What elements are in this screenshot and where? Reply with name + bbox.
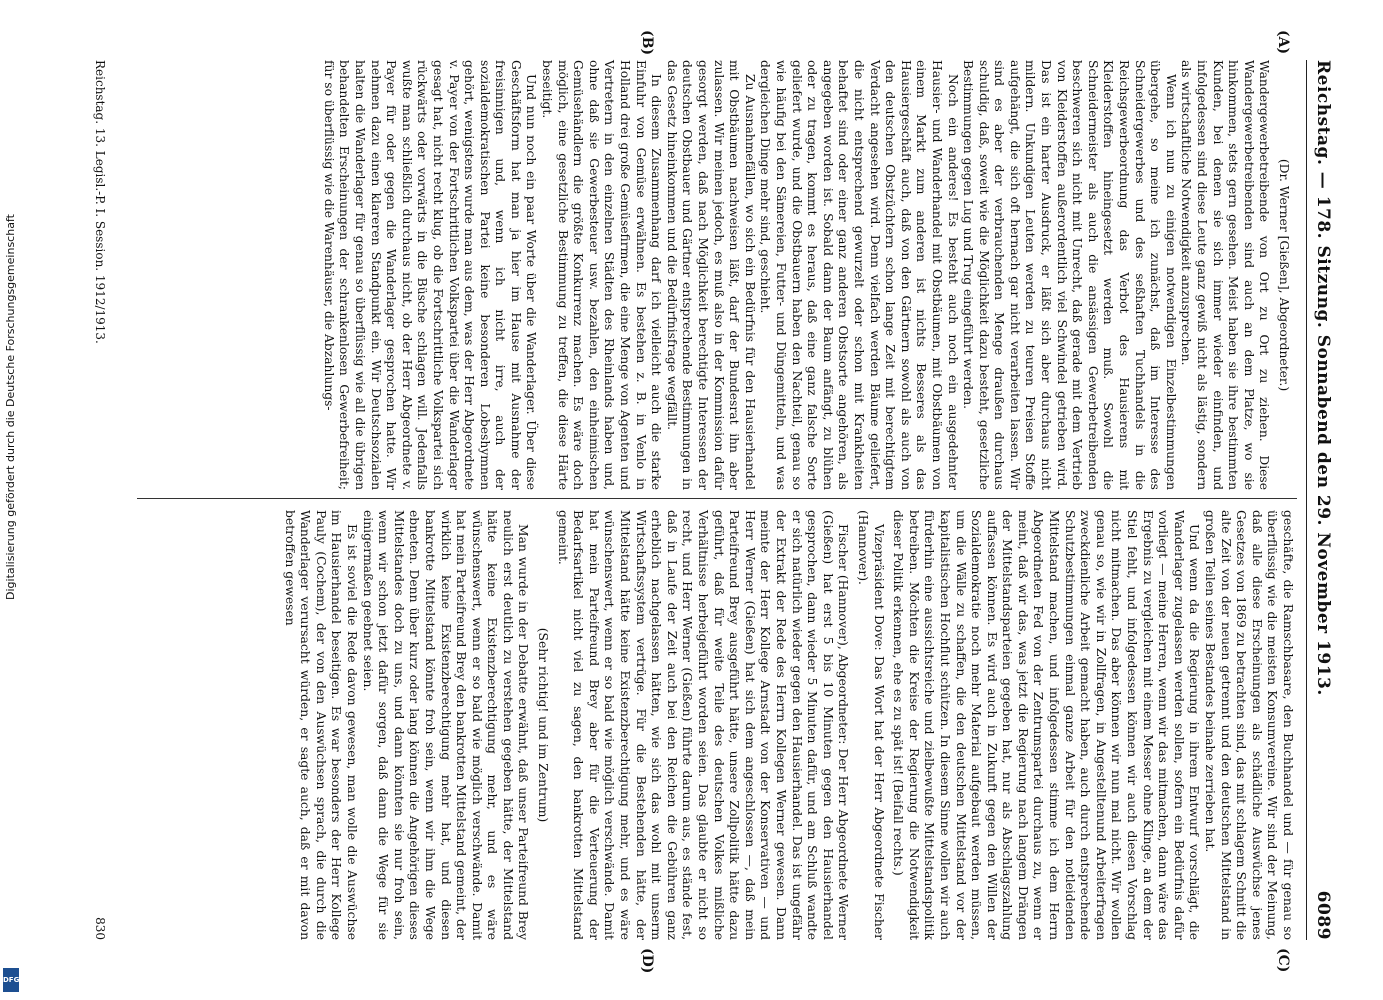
margin-marker-b: (B) xyxy=(639,30,655,56)
footer-session-info: Reichstag. 13. Legisl.-P. I. Session. 1912/1913. xyxy=(93,60,107,344)
margin-marker-d: (D) xyxy=(639,948,655,974)
speaker-continuation: (Dr. Werner [Gießen], Abgeordneter.) xyxy=(1277,158,1291,392)
digitization-credit-strip xyxy=(0,0,22,1000)
column-divider xyxy=(137,498,1297,499)
margin-marker-a: (A) xyxy=(1275,30,1291,55)
paragraph: Zu Ausnahmefällen, wo sich ein Bedürfnis für den Hausierhandel mit Obstbäumen nachweisen läßt, darf der Bundesrat ihn aber zulassen. Wir meinen jedoch, es muß also in der Kommission dafür gesorgt werden, daß nach Möglichkeit berechtigte Interessen der deutschen Obstbauer und Gärtner entsprechende Bestimmungen in das Gesetz hineinkommen und die Bedürfnisfrage wegfällt. xyxy=(664,60,757,490)
paragraph: geschäfte, die Ramschbasare, den Buchhandel und — für genau so überflüssig wie die meisten Konsumvereine. Wir sind der Meinung, daß alle diese Erscheinungen als schädliche Auswüchse jenes Gesetzes von 1869 zu betrachten sind, das mit schlagem Schnitt die alte Zeit von der neuen getrennt und den deutschen Mittelstand in großen Teilen seines Bestandes beinahe zerrieben hat. xyxy=(1203,510,1295,940)
paragraph: Wandergewerbetreibende von Ort zu Ort zu ziehen. Diese Wandergewerbetreibenden sind auch an dem Platze, wo sie hinkommen, stets gern gesehen. Meist haben sie ihre bestimmten Kunden, bei denen sie sich immer wieder einfinden, und infolgedessen sind diese Leute ganz gewiß nicht als lästig, sondern als wirtschaftliche Notwendigkeit anzusprechen. xyxy=(1179,60,1272,490)
footer-page-number: 830 xyxy=(93,917,107,940)
left-column xyxy=(320,60,1295,490)
paragraph: Und wenn da die Regierung in ihrem Entwurf vorschlägt, die Wanderlager zugelassen werden sollen, sofern ein Bedürfnis dafür vorliegt — meine Herren, wenn wir das mitmachen, dann wäre das Ergebnis zu vergleichen mit einem Messer ohne Klinge, an dem der Stiel fehlt, und infolgedessen können wir auch diesen Vorschlag nicht mitmachen. Das aber können wir nun mal nicht. Wir wollen genau so, wie wir in Zollfragen, in Angestelltenund Arbeiterfragen zweckdienliche Arbeit gemacht haben, auch durch entsprechende Schutzbestimmungen einmal ganze Arbeit für den notleidenden Mittelstand machen, und infolgedessen stimme ich dem Herrn Abgeordneten Fed von der Zentrumspartei durchaus zu, wenn er meint, daß wir das, was jetzt die Regierung nach langem Drängen der Mittelstandsparteien gegeben hat, nur als Abschlagszahlung auffassen können. Es wird auch in Zukunft gegen den Willen der Sozialdemokratie noch mehr Material aufgebaut werden müssen, um die Wälle zu schaffen, die den deutschen Mittelstand vor der kapitalistischen Hochflut schützen. In diesem Sinne wollen wir auch fürderhin eine aussichtsreiche und zielbewußte Mittelstandspolitik betreiben. Möchten die Kreise der Regierung die Notwendigkeit dieser Politik erkennen, ehe es zu spät ist! (Beifall rechts.) xyxy=(891,510,1202,940)
paragraph: Wenn ich nun zu einigen notwendigen Einzelbestimmungen übergehe, so meine ich zunächst, daß im Interesse des Schneidergewerbes und des seßhaften Tuchhandels in die Reichsgewerbeordnung das Verbot des Hausierens mit Kleiderstoffen hineingesetzt werden muß. Sowohl die Schneidermeister als auch die ansässigen Gewerbetreibenden beschweren sich nicht mit Unrecht, daß gerade mit dem Vertrieb von Kleiderstoffen außerordentlich viel Schwindel getrieben wird. Das ist ein harter Ausdruck, er läßt sich aber durchaus nicht mildern. Unkundigen Leuten werden zu teuren Preisen Stoffe aufgehängt, die sich oft hernach gar nicht verarbeiten lassen. Wir sind es aber der verbrauchenden Menge draußen durchaus schuldig, daß, soweit wie die Möglichkeit dazu besteht, gesetzliche Bestimmungen gegen Lug und Trug eingeführt werden. xyxy=(961,60,1178,490)
paragraph: In diesem Zusammenhang darf ich vielleicht auch die starke Einfuhr von Gemüse erwähnen. Es bestehen z. B. in Venlo in Holland drei große Gemüsefirmen, die eine Menge von Agenten und Vertretern in den einzelnen Städten des Rheinlands haben und, ohne daß sie Gewerbesteuer usw. bezahlen, den einheimischen Gemüsehändlern die größte Konkurrenz machen. Es wäre doch möglich, eine gesetzliche Bestimmung zu treffen, die diese Härte beseitigt. xyxy=(540,60,664,490)
interjection: (Sehr richtig! und im Zentrum) xyxy=(536,627,551,823)
speaker-paragraph: Fischer (Hannover), Abgeordneter: Der Herr Abgeordnete Werner (Gießen) hat erst 5 bis 10 Minuten gegen den Hausierhandel gesprochen, dann wieder 5 Minuten dafür, und am Schluß wandte er sich natürlich wieder gegen den Hausierhandel. Das ist ungefähr der Extrakt der Rede des Herrn Kollegen Werner gewesen. Dann meinte der Herr Kollege Arnstadt von der Konservativen — und Herr Werner (Gießen) hat sich dem angeschlossen —, daß mein Parteifreund Brey ausgeführt hätte, unsere Zollpolitik hätte dazu geführt, daß für weite Teile des deutschen Volkes mißliche Verhältnisse herbeigeführt worden seien. Das glaubte er nicht so recht, und Herr Werner (Gießen) führte darum aus, es stände fest, daß in Laufe der Zeit auch bei den Reichen die Gebühren ganz erheblich nachgelassen hätten, wie sich das wohl mit unserm Wirtschaftssystem vertrüge. Für die Bestehenden hätte, der Mittelstand hätte keine Existenzberechtigung mehr, und es wäre wünschenswert, wenn er so bald wie möglich verschwände. Damit hat mein Parteifreund Brey aber für die Verteuerung der Bedarfsartikel nicht viel zu sagen, den bankrotten Mittelstand gemeint. xyxy=(555,510,851,940)
digitization-credit-text: Digitalisierung gefördert durch die Deutsche Forschungsgemeinschaft xyxy=(4,214,17,600)
right-column xyxy=(281,510,1295,940)
page-header xyxy=(1306,60,1337,940)
header-page-number: 6089 xyxy=(1313,890,1333,940)
paragraph: Noch ein anderes! Es besteht auch noch ein ausgedehnter Hausier- und Wanderhandel mit Obstbäumen, mit Obstbäumen von einem Markt zum anderen ist nichts Besseres als das Hausiergeschäft auch, daß von den Gärtnern sowohl als auch von den deutschen Obstzüchtern schon lange Zeit mit berechtigtem Verdacht angesehen wird. Denn vielfach werden Bäume geliefert, die nicht entsprechend gewurzelt oder schon mit Krankheiten behaftet sind oder einer ganz anderen Obstsorte angehören, als angegeben worden ist. Sobald dann der Baum anfängt, zu blühen oder zu tragen, kommt es heraus, daß eine ganz falsche Sorte geliefert wurde, und die Obstbauern haben den Nachteil, genau so wie häufig bei den Sämereien, Futter- und Düngemitteln, und was dergleichen Dinge mehr sind, geschieht. xyxy=(758,60,960,490)
header-title: Reichstag. — 178. Sitzung. Sonnabend den 29. November 1913. xyxy=(1313,60,1333,696)
document-page xyxy=(55,0,1355,1000)
vice-president-remark: Vizepräsident Dove: Das Wort hat der Herr Abgeordnete Fischer (Hannover). xyxy=(855,510,886,940)
paragraph: Es ist soviel die Rede davon gewesen, man wolle die Auswüchse im Hausierhandel beseitigen. Es war besonders der Herr Kollege Pauly (Cochem), der von den Auswüchsen sprach, die durch die Wanderlager verursacht würden, er sagte auch, daß er mit davon betroffen gewesen xyxy=(282,510,359,940)
paragraph: Und nun noch ein paar Worte über die Wanderlager. Über diese Geschäftsform hat man ja hier im Hause mit Ausnahme der freisinnigen und, wenn ich nicht irre, auch der sozialdemokratischen Partei keine besonderen Lobeshymnen gehört, wenigstens wurde man aus dem, was der Herr Abgeordnete v. Payer von der Fortschrittlichen Volkspartei über die Wanderlager gesagt hat, nicht recht klug, ob die Fortschrittliche Volkspartei sich rückwärts oder vorwärts in die Büsche schlagen will. Jedenfalls wußte man schließlich durchaus nicht, ob der Herr Abgeordnete v. Payer für oder gegen die Wanderlager gesprochen hatte. Wir nehmen dazu einen klareren Standpunkt ein. Wir Deutschsozialen halten die Wanderlager für genau so überflüssig wie all die übrigen behandelten Erscheinungen der schrankenlosen Gewerbefreiheit; für so überflüssig wie die Warenhäuser, die Abzahlungs- xyxy=(321,60,539,490)
margin-marker-c: (C) xyxy=(1275,948,1291,973)
paragraph: Man wurde in der Debatte erwähnt, daß unser Parteifreund Brey neulich erst deutlich zu verstehen gegeben hätte, der Mittelstand hätte keine Existenzberechtigung mehr, und es wäre wünschenswert, wenn er so bald wie möglich verschwände. Damit hat mein Parteifreund Brey den bankrotten Mittelstand gemeint, der wirklich keine Existenzberechtigung mehr hat, und diesen bankrotte Mittelstand könnte froh sein, wenn wir ihm die Wege ebneten. Denn über kurz oder lang können die Angehörigen dieses Mittelstandes doch zu uns, und dann könnten sie nur froh sein, wenn wir schon jetzt dafür sorgen, daß dann die Wege für sie einigermaßen geebnet seien. xyxy=(360,510,531,940)
dfg-logo-icon: DFG xyxy=(3,968,19,992)
